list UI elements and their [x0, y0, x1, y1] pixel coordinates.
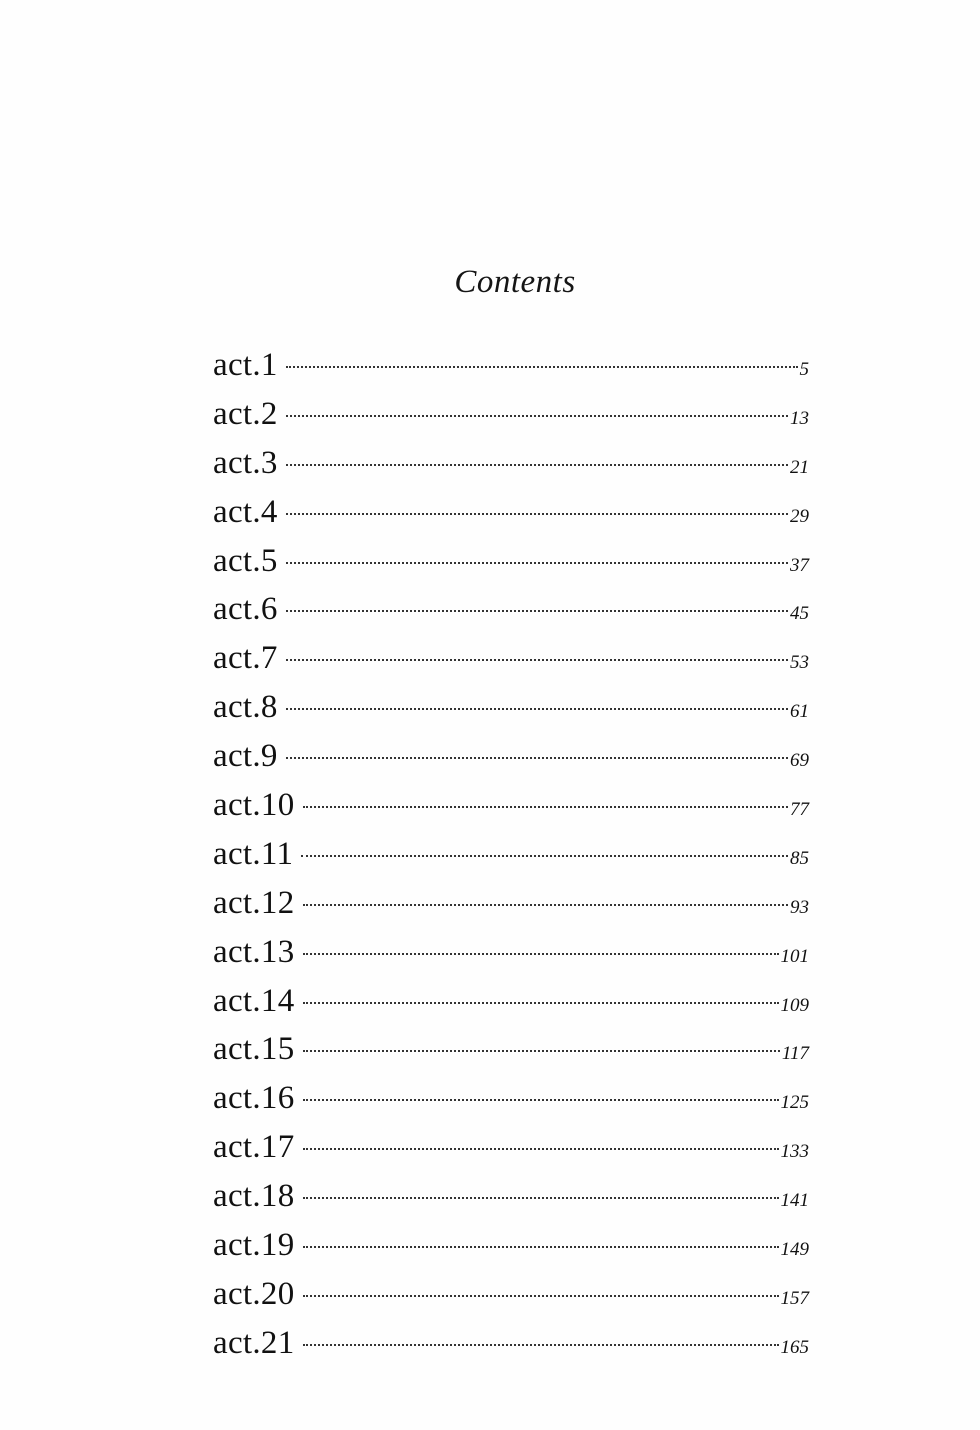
toc-entry-page-number: 101	[780, 945, 809, 967]
dot-leader	[303, 806, 788, 808]
dot-leader	[303, 1246, 779, 1248]
toc-entry-label: act.3	[213, 444, 278, 481]
toc-entry-act-13[interactable]	[213, 934, 809, 983]
dot-leader	[286, 415, 788, 417]
dot-leader	[303, 1197, 779, 1199]
toc-entry-act-12[interactable]	[213, 885, 809, 934]
toc-entry-page-number: 13	[790, 407, 809, 429]
toc-entry-label: act.12	[213, 884, 295, 921]
dot-leader	[301, 855, 788, 857]
dot-leader	[303, 1148, 779, 1150]
toc-entry-label: act.2	[213, 395, 278, 432]
toc-entry-label: act.16	[213, 1080, 295, 1117]
toc-entry-label: act.6	[213, 591, 278, 628]
toc-entry-act-19[interactable]	[213, 1227, 809, 1276]
toc-entry-act-20[interactable]	[213, 1276, 809, 1325]
dot-leader	[286, 610, 788, 612]
toc-entry-label: act.1	[213, 347, 278, 383]
dot-leader	[286, 464, 788, 466]
dot-leader	[303, 1002, 779, 1004]
toc-entry-page-number: 109	[780, 994, 809, 1016]
toc-entry-page-number: 53	[790, 652, 809, 674]
toc-entry-page-number: 117	[781, 1043, 809, 1065]
toc-entry-label: act.10	[213, 787, 295, 824]
dot-leader	[303, 904, 788, 906]
toc-entry-page-number: 77	[790, 799, 809, 821]
toc-entry-label: act.11	[213, 835, 294, 872]
toc-entry-label: act.13	[213, 933, 295, 970]
toc-entry-label: act.21	[213, 1324, 295, 1361]
toc-entry-act-6[interactable]	[213, 591, 809, 640]
toc-entry-label: act.17	[213, 1129, 295, 1166]
toc-entry-page-number: 125	[780, 1092, 809, 1114]
toc-entry-act-2[interactable]	[213, 396, 809, 445]
table-of-contents	[213, 347, 809, 1374]
toc-entry-page-number: 45	[790, 603, 809, 625]
toc-entry-act-1[interactable]	[213, 347, 809, 396]
toc-entry-page-number: 21	[790, 456, 809, 478]
toc-entry-page-number: 85	[790, 847, 809, 869]
dot-leader	[286, 513, 788, 515]
toc-entry-label: act.8	[213, 689, 278, 726]
toc-entry-label: act.15	[213, 1031, 295, 1068]
toc-entry-act-10[interactable]	[213, 787, 809, 836]
toc-entry-page-number: 69	[790, 750, 809, 772]
toc-entry-act-16[interactable]	[213, 1080, 809, 1129]
toc-entry-act-8[interactable]	[213, 689, 809, 738]
toc-entry-label: act.4	[213, 493, 278, 530]
toc-entry-label: act.20	[213, 1275, 295, 1312]
dot-leader	[286, 757, 788, 759]
toc-entry-page-number: 157	[780, 1287, 809, 1309]
toc-entry-page-number: 141	[780, 1190, 809, 1212]
toc-entry-label: act.7	[213, 640, 278, 677]
dot-leader	[286, 659, 788, 661]
toc-entry-act-17[interactable]	[213, 1129, 809, 1178]
toc-entry-label: act.18	[213, 1178, 295, 1215]
toc-entry-label: act.14	[213, 982, 295, 1019]
toc-entry-act-3[interactable]	[213, 445, 809, 494]
toc-entry-act-11[interactable]	[213, 836, 809, 885]
dot-leader	[286, 366, 798, 368]
dot-leader	[303, 1050, 780, 1052]
toc-entry-page-number: 165	[780, 1336, 809, 1358]
dot-leader	[303, 953, 779, 955]
toc-entry-page-number: 29	[790, 505, 809, 527]
dot-leader	[303, 1344, 779, 1346]
toc-entry-page-number: 61	[790, 701, 809, 723]
page-title: Contents	[454, 264, 576, 300]
toc-entry-act-15[interactable]	[213, 1031, 809, 1080]
dot-leader	[303, 1295, 779, 1297]
toc-entry-page-number: 5	[799, 359, 809, 380]
toc-entry-page-number: 149	[780, 1239, 809, 1261]
toc-entry-label: act.9	[213, 738, 278, 775]
toc-entry-act-21[interactable]	[213, 1325, 809, 1374]
toc-entry-act-9[interactable]	[213, 738, 809, 787]
toc-entry-act-7[interactable]	[213, 640, 809, 689]
toc-entry-act-14[interactable]	[213, 983, 809, 1032]
dot-leader	[303, 1099, 779, 1101]
toc-entry-act-4[interactable]	[213, 494, 809, 543]
toc-entry-act-5[interactable]	[213, 543, 809, 592]
toc-entry-page-number: 133	[780, 1141, 809, 1163]
toc-entry-act-18[interactable]	[213, 1178, 809, 1227]
toc-entry-label: act.5	[213, 542, 278, 579]
dot-leader	[286, 562, 788, 564]
toc-entry-page-number: 93	[790, 896, 809, 918]
toc-entry-label: act.19	[213, 1227, 295, 1264]
dot-leader	[286, 708, 788, 710]
toc-entry-page-number: 37	[790, 554, 809, 576]
